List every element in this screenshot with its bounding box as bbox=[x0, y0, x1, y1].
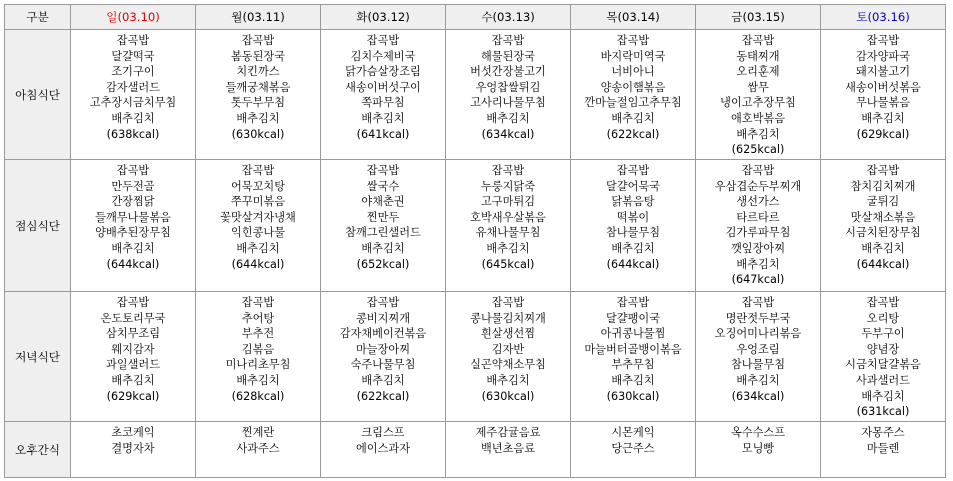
menu-item: 잡곡밥 bbox=[616, 34, 650, 47]
menu-cell-breakfast-sun bbox=[71, 30, 196, 160]
menu-item: 애호박볶음 bbox=[730, 111, 786, 125]
menu-item: 잡곡밥 bbox=[741, 34, 775, 47]
menu-item: 시금치달걀볶음 bbox=[845, 358, 921, 372]
menu-item: 잡곡밥 bbox=[741, 296, 775, 309]
menu-item: 부추전 bbox=[241, 327, 275, 341]
menu-item: 콩비지찌개 bbox=[355, 311, 411, 325]
menu-cell-snack-fri bbox=[696, 422, 821, 478]
menu-cell-breakfast-fri bbox=[696, 30, 821, 160]
menu-cell-breakfast-mon bbox=[196, 30, 321, 160]
menu-item: 양념장 bbox=[866, 342, 900, 356]
menu-item: 미나리초무침 bbox=[225, 358, 291, 372]
menu-item: 잡곡밥 bbox=[116, 34, 150, 47]
menu-item: 너비아니 bbox=[611, 65, 655, 79]
menu-item: 옥수수스프 bbox=[730, 426, 786, 439]
day-header-mon: 월(03.11) bbox=[196, 5, 321, 30]
menu-item: 배추김치 bbox=[486, 373, 530, 387]
menu-cell-lunch-tue bbox=[321, 160, 446, 292]
menu-item: 초코케익 bbox=[111, 426, 155, 439]
menu-cell-breakfast-wed bbox=[446, 30, 571, 160]
menu-item: 간장찜닭 bbox=[111, 195, 155, 209]
menu-item: 잡곡밥 bbox=[116, 164, 150, 177]
menu-item: 배추김치 bbox=[861, 389, 905, 403]
menu-item: 배추김치 bbox=[486, 241, 530, 255]
day-header-sat: 토(03.16) bbox=[821, 5, 946, 30]
menu-item: 삼치무조림 bbox=[105, 327, 161, 341]
menu-item: 쌈무 bbox=[747, 80, 769, 94]
menu-item: 해물된장국 bbox=[480, 49, 536, 63]
menu-item: 야채춘권 bbox=[361, 195, 405, 209]
menu-item: 누룽지닭죽 bbox=[480, 179, 536, 193]
menu-item: 배추김치 bbox=[361, 111, 405, 125]
menu-item: 들깨궁채볶음 bbox=[225, 80, 291, 94]
menu-item: 참나물무침 bbox=[730, 358, 786, 372]
day-header-tue: 화(03.12) bbox=[321, 5, 446, 30]
menu-item: 찐만두 bbox=[366, 210, 400, 224]
menu-item: 잡곡밥 bbox=[491, 296, 525, 309]
menu-item: 감자채베이컨볶음 bbox=[339, 327, 427, 341]
menu-item: 쌀국수 bbox=[366, 179, 400, 193]
menu-item: 시몬케익 bbox=[611, 426, 655, 439]
menu-cell-lunch-mon bbox=[196, 160, 321, 292]
menu-item: 달걀팽이국 bbox=[605, 311, 661, 325]
menu-item: 새송이버섯볶음 bbox=[845, 80, 921, 94]
menu-item: 오리탕 bbox=[866, 311, 900, 325]
menu-item: 맛살채소볶음 bbox=[850, 210, 916, 224]
menu-item: 꽃맛살겨자냉채 bbox=[220, 210, 296, 224]
menu-cell-dinner-fri bbox=[696, 292, 821, 422]
menu-item: 크림스프 bbox=[361, 426, 405, 439]
menu-item: 호박새우살볶음 bbox=[470, 210, 546, 224]
menu-item: 백년초음료 bbox=[480, 441, 536, 455]
menu-item: 무나물볶음 bbox=[855, 96, 911, 110]
menu-item: 배추김치 bbox=[111, 373, 155, 387]
day-header-sun: 일(03.10) bbox=[71, 5, 196, 30]
menu-item: 배추김치 bbox=[611, 111, 655, 125]
menu-item: 배추김치 bbox=[111, 111, 155, 125]
menu-item: 제주감귤음료 bbox=[475, 426, 541, 439]
menu-item: 잡곡밥 bbox=[491, 34, 525, 47]
menu-item: (634kcal) bbox=[731, 389, 785, 403]
menu-item: (630kcal) bbox=[231, 127, 285, 141]
meal-row-label: 저녁식단 bbox=[5, 292, 71, 422]
menu-item: 잡곡밥 bbox=[241, 296, 275, 309]
menu-item: 양배추된장무침 bbox=[95, 226, 171, 240]
menu-cell-snack-sat bbox=[821, 422, 946, 478]
menu-cell-snack-mon bbox=[196, 422, 321, 478]
menu-item: (622kcal) bbox=[356, 389, 410, 403]
menu-item: 부추무침 bbox=[611, 358, 655, 372]
menu-item: 잡곡밥 bbox=[366, 34, 400, 47]
menu-item: 숙주나물무침 bbox=[350, 358, 416, 372]
menu-item: 실곤약채소무침 bbox=[470, 358, 546, 372]
menu-item: 과일샐러드 bbox=[105, 358, 161, 372]
menu-cell-snack-tue bbox=[321, 422, 446, 478]
menu-item: 찐계란 bbox=[241, 426, 275, 439]
menu-item: (622kcal) bbox=[606, 127, 660, 141]
menu-item: 우삼겹순두부찌개 bbox=[714, 179, 802, 193]
menu-item: 김자반 bbox=[491, 342, 525, 356]
menu-item: 닭가슴살장조림 bbox=[345, 65, 421, 79]
menu-item: 새송이버섯구이 bbox=[345, 80, 421, 94]
menu-item: 배추김치 bbox=[861, 241, 905, 255]
menu-cell-lunch-sun bbox=[71, 160, 196, 292]
menu-cell-lunch-fri bbox=[696, 160, 821, 292]
menu-item: 마늘장아찌 bbox=[355, 342, 411, 356]
menu-item: 깻잎장아찌 bbox=[730, 241, 786, 255]
menu-item: 당근주스 bbox=[611, 441, 655, 455]
menu-item: (647kcal) bbox=[731, 273, 785, 287]
menu-item: 명란젓두부국 bbox=[725, 311, 791, 325]
meal-row-dinner bbox=[5, 292, 946, 422]
menu-item: 자몽주스 bbox=[861, 426, 905, 439]
menu-item: (629kcal) bbox=[106, 389, 160, 403]
menu-item: (631kcal) bbox=[856, 405, 910, 419]
menu-item: 추어탕 bbox=[241, 311, 275, 325]
menu-item: 잡곡밥 bbox=[116, 296, 150, 309]
menu-item: 에이스과자 bbox=[355, 441, 411, 455]
meal-plan-table bbox=[4, 4, 946, 478]
menu-item: 동태찌개 bbox=[736, 49, 780, 63]
menu-item: (628kcal) bbox=[231, 389, 285, 403]
menu-item: 배추김치 bbox=[486, 111, 530, 125]
menu-item: (644kcal) bbox=[856, 257, 910, 271]
menu-item: 유채나물무침 bbox=[475, 226, 541, 240]
menu-item: (625kcal) bbox=[731, 143, 785, 157]
day-header-wed: 수(03.13) bbox=[446, 5, 571, 30]
menu-cell-snack-thu bbox=[571, 422, 696, 478]
menu-item: 시금치된장무침 bbox=[845, 226, 921, 240]
menu-cell-dinner-tue bbox=[321, 292, 446, 422]
menu-item: (641kcal) bbox=[356, 127, 410, 141]
menu-item: 마늘버터골뱅이볶음 bbox=[584, 342, 682, 356]
menu-item: 잡곡밥 bbox=[866, 164, 900, 177]
menu-item: 잡곡밥 bbox=[866, 34, 900, 47]
menu-item: 배추김치 bbox=[111, 241, 155, 255]
menu-cell-breakfast-tue bbox=[321, 30, 446, 160]
menu-item: 모닝빵 bbox=[741, 441, 775, 455]
menu-item: 달걀어묵국 bbox=[605, 179, 661, 193]
menu-item: 배추김치 bbox=[361, 373, 405, 387]
menu-item: (652kcal) bbox=[356, 257, 410, 271]
menu-item: 생선가스 bbox=[736, 195, 780, 209]
menu-cell-lunch-sat bbox=[821, 160, 946, 292]
menu-item: 잡곡밥 bbox=[616, 164, 650, 177]
menu-item: (644kcal) bbox=[231, 257, 285, 271]
menu-cell-breakfast-thu bbox=[571, 30, 696, 160]
menu-item: (634kcal) bbox=[481, 127, 535, 141]
menu-item: 고구마튀김 bbox=[480, 195, 536, 209]
meal-row-label: 점심식단 bbox=[5, 160, 71, 292]
corner-header: 구분 bbox=[5, 5, 71, 30]
menu-item: 조기구이 bbox=[111, 65, 155, 79]
menu-item: 들깨무나물볶음 bbox=[95, 210, 171, 224]
menu-item: 고추장시금치무침 bbox=[89, 96, 177, 110]
menu-item: 오리훈제 bbox=[736, 65, 780, 79]
menu-item: 잡곡밥 bbox=[366, 164, 400, 177]
menu-item: 콩나물김치찌개 bbox=[470, 311, 546, 325]
menu-item: 배추김치 bbox=[736, 373, 780, 387]
meal-row-breakfast bbox=[5, 30, 946, 160]
menu-item: 잡곡밥 bbox=[366, 296, 400, 309]
menu-item: 배추김치 bbox=[736, 127, 780, 141]
menu-item: 잡곡밥 bbox=[491, 164, 525, 177]
menu-item: 참깨그린샐러드 bbox=[345, 226, 421, 240]
menu-item: 흰살생선찜 bbox=[480, 327, 536, 341]
menu-item: 어묵꼬치탕 bbox=[230, 179, 286, 193]
menu-item: 두부구이 bbox=[861, 327, 905, 341]
menu-item: 바지락미역국 bbox=[600, 49, 666, 63]
menu-cell-dinner-sun bbox=[71, 292, 196, 422]
menu-item: 쪽파무침 bbox=[361, 96, 405, 110]
menu-item: 김볶음 bbox=[241, 342, 275, 356]
menu-item: 타르타르 bbox=[736, 210, 780, 224]
header-row bbox=[5, 5, 946, 30]
menu-item: 고사리나물무침 bbox=[470, 96, 546, 110]
menu-item: 잡곡밥 bbox=[241, 34, 275, 47]
menu-item: 배추김치 bbox=[736, 257, 780, 271]
menu-cell-lunch-thu bbox=[571, 160, 696, 292]
menu-item: (644kcal) bbox=[606, 257, 660, 271]
menu-item: 배추김치 bbox=[611, 241, 655, 255]
menu-item: 굴튀김 bbox=[866, 195, 900, 209]
menu-item: 잡곡밥 bbox=[241, 164, 275, 177]
menu-item: 우엉조림 bbox=[736, 342, 780, 356]
menu-item: 깐마늘절임고추무침 bbox=[584, 96, 682, 110]
meal-row-lunch bbox=[5, 160, 946, 292]
menu-item: 잡곡밥 bbox=[741, 164, 775, 177]
menu-item: 냉이고추장무침 bbox=[720, 96, 796, 110]
menu-item: 잡곡밥 bbox=[616, 296, 650, 309]
menu-item: 떡볶이 bbox=[616, 210, 650, 224]
menu-item: 배추김치 bbox=[236, 241, 280, 255]
menu-item: 봄동된장국 bbox=[230, 49, 286, 63]
menu-cell-lunch-wed bbox=[446, 160, 571, 292]
menu-cell-dinner-sat bbox=[821, 292, 946, 422]
menu-cell-snack-sun bbox=[71, 422, 196, 478]
menu-item: 아귀콩나물찜 bbox=[600, 327, 666, 341]
day-header-thu: 목(03.14) bbox=[571, 5, 696, 30]
menu-item: 참치김치찌개 bbox=[850, 179, 916, 193]
menu-item: (644kcal) bbox=[106, 257, 160, 271]
menu-item: 돼지불고기 bbox=[855, 65, 911, 79]
menu-item: 오징어미나리볶음 bbox=[714, 327, 802, 341]
menu-item: 배추김치 bbox=[236, 373, 280, 387]
menu-cell-snack-wed bbox=[446, 422, 571, 478]
menu-item: 배추김치 bbox=[361, 241, 405, 255]
menu-item: 온도토리무국 bbox=[100, 311, 166, 325]
menu-cell-breakfast-sat bbox=[821, 30, 946, 160]
menu-item: 우엉찹쌀튀김 bbox=[475, 80, 541, 94]
menu-item: (630kcal) bbox=[606, 389, 660, 403]
menu-item: 배추김치 bbox=[236, 111, 280, 125]
menu-item: 감자양파국 bbox=[855, 49, 911, 63]
menu-item: 김치수제비국 bbox=[350, 49, 416, 63]
menu-item: 양송이햄볶음 bbox=[600, 80, 666, 94]
menu-item: 달걀떡국 bbox=[111, 49, 155, 63]
menu-item: 결명자차 bbox=[111, 441, 155, 455]
menu-item: 사과주스 bbox=[236, 441, 280, 455]
menu-cell-dinner-wed bbox=[446, 292, 571, 422]
menu-body bbox=[5, 30, 946, 478]
menu-item: 톳두부무침 bbox=[230, 96, 286, 110]
menu-item: 잡곡밥 bbox=[866, 296, 900, 309]
menu-item: 참나물무침 bbox=[605, 226, 661, 240]
menu-item: 마들렌 bbox=[866, 441, 900, 455]
day-header-fri: 금(03.15) bbox=[696, 5, 821, 30]
menu-cell-dinner-thu bbox=[571, 292, 696, 422]
meal-row-label: 아침식단 bbox=[5, 30, 71, 160]
menu-item: 김가루파무침 bbox=[725, 226, 791, 240]
menu-item: 쭈꾸미볶음 bbox=[230, 195, 286, 209]
meal-row-label: 오후간식 bbox=[5, 422, 71, 478]
menu-item: 익힌콩나물 bbox=[230, 226, 286, 240]
menu-item: 만두전골 bbox=[111, 179, 155, 193]
menu-item: 웨지감자 bbox=[111, 342, 155, 356]
menu-item: (630kcal) bbox=[481, 389, 535, 403]
menu-item: (645kcal) bbox=[481, 257, 535, 271]
menu-item: 감자샐러드 bbox=[105, 80, 161, 94]
menu-item: 사과샐러드 bbox=[855, 373, 911, 387]
menu-item: (629kcal) bbox=[856, 127, 910, 141]
meal-row-snack bbox=[5, 422, 946, 478]
menu-cell-dinner-mon bbox=[196, 292, 321, 422]
menu-item: 버섯간장불고기 bbox=[470, 65, 546, 79]
menu-item: 배추김치 bbox=[861, 111, 905, 125]
menu-item: (638kcal) bbox=[106, 127, 160, 141]
menu-item: 배추김치 bbox=[611, 373, 655, 387]
menu-item: 닭볶음탕 bbox=[611, 195, 655, 209]
menu-item: 치킨까스 bbox=[236, 65, 280, 79]
